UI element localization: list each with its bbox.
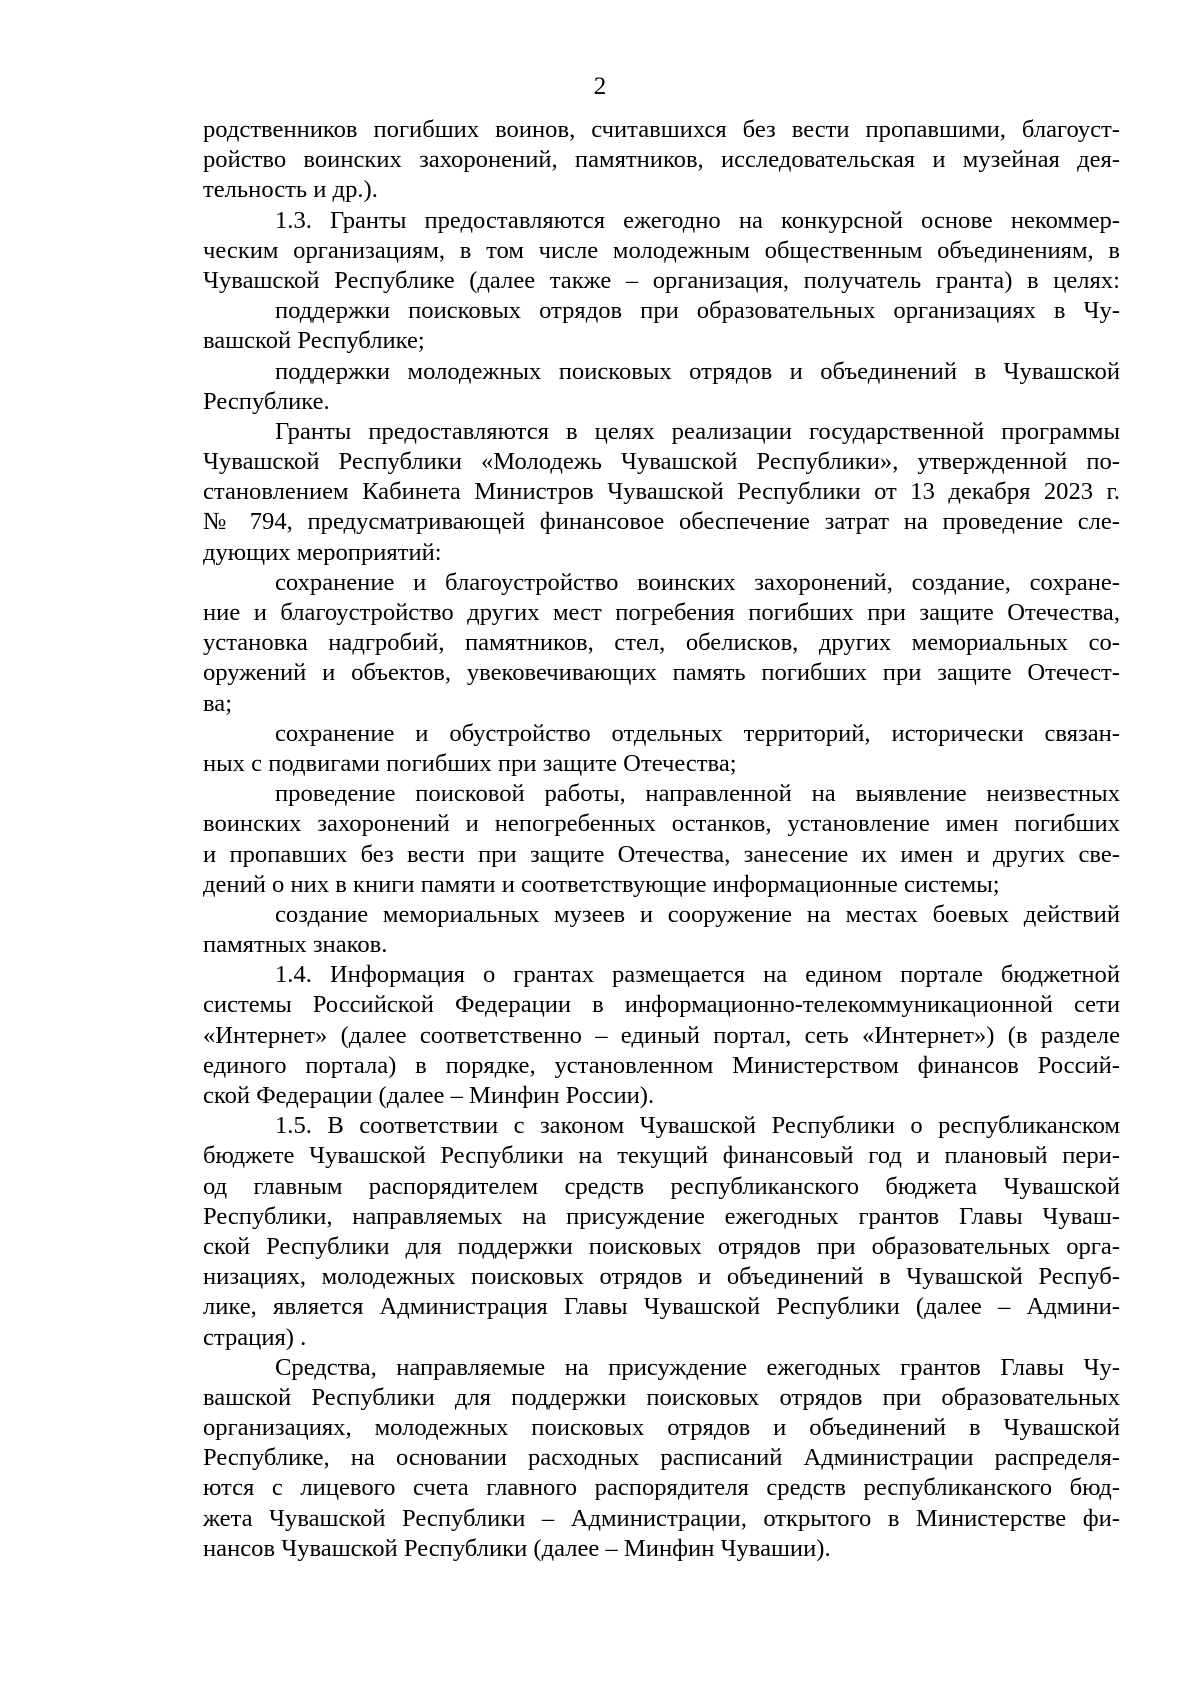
text-line: страция) . xyxy=(203,1323,307,1351)
text-line: системы Российской Федерации в информационно-телекоммуникационной сети xyxy=(203,991,1120,1019)
text-line: воинских захоронений и непогребенных останков, установление имен погибших xyxy=(203,810,1120,838)
text-line: создание мемориальных музеев и сооружение на местах боевых действий xyxy=(275,900,1120,928)
text-line: поддержки поисковых отрядов при образовательных организациях в Чу- xyxy=(275,297,1120,325)
text-line: ных с подвигами погибших при защите Отечества; xyxy=(203,749,737,777)
text-line: ва; xyxy=(203,689,233,717)
document-body xyxy=(203,115,1120,1564)
text-line: оружений и объектов, увековечивающих память погибших при защите Отечест- xyxy=(203,659,1120,687)
text-line: Республики, направляемых на присуждение ежегодных грантов Главы Чуваш- xyxy=(203,1202,1120,1230)
text-line: Чувашской Республики «Молодежь Чувашской Республики», утвержденной по- xyxy=(203,448,1120,476)
text-line: проведение поисковой работы, направленной на выявление неизвестных xyxy=(275,780,1120,808)
text-line: жета Чувашской Республики – Администрации, открытого в Министерстве фи- xyxy=(203,1504,1120,1532)
text-line: нансов Чувашской Республики (далее – Минфин Чувашии). xyxy=(203,1534,831,1562)
text-line: становлением Кабинета Министров Чувашской Республики от 13 декабря 2023 г. xyxy=(203,478,1120,506)
text-line: поддержки молодежных поисковых отрядов и объединений в Чувашской xyxy=(275,357,1120,385)
text-line: 1.3. Гранты предоставляются ежегодно на конкурсной основе некоммер- xyxy=(275,206,1120,234)
text-line: ской Республики для поддержки поисковых отрядов при образовательных орга- xyxy=(203,1232,1120,1260)
text-line: тельность и др.). xyxy=(203,176,378,204)
text-line: сохранение и благоустройство воинских захоронений, создание, сохране- xyxy=(275,568,1120,596)
text-line: од главным распорядителем средств республиканского бюджета Чувашской xyxy=(203,1172,1120,1200)
text-line: Средства, направляемые на присуждение ежегодных грантов Главы Чу- xyxy=(275,1353,1120,1381)
text-line: 1.5. В соответствии с законом Чувашской Республики о республиканском xyxy=(275,1112,1120,1140)
text-line: ческим организациям, в том числе молодежным общественным объединениям, в xyxy=(203,236,1120,264)
text-line: установка надгробий, памятников, стел, обелисков, других мемориальных со- xyxy=(203,629,1120,657)
text-line: памятных знаков. xyxy=(203,931,388,959)
text-line: ройство воинских захоронений, памятников, исследовательская и музейная дея- xyxy=(203,146,1120,174)
text-line: «Интернет» (далее соответственно – единый портал, сеть «Интернет») (в разделе xyxy=(203,1021,1120,1049)
text-line: Гранты предоставляются в целях реализации государственной программы xyxy=(275,417,1120,445)
page-number: 2 xyxy=(593,73,607,100)
text-line: ской Федерации (далее – Минфин России). xyxy=(203,1082,655,1109)
text-line: и пропавших без вести при защите Отечества, занесение их имен и других све- xyxy=(203,840,1120,868)
text-line: дений о них в книги памяти и соответствующие информационные системы; xyxy=(203,870,1000,898)
text-line: низациях, молодежных поисковых отрядов и объединений в Чувашской Респуб- xyxy=(203,1263,1120,1291)
text-line: Республике. xyxy=(203,387,330,415)
text-line: ние и благоустройство других мест погребения погибших при защите Отечества, xyxy=(203,599,1120,626)
text-line: сохранение и обустройство отдельных территорий, исторически связан- xyxy=(275,719,1120,747)
text-line: вашской Республики для поддержки поисковых отрядов при образовательных xyxy=(203,1383,1120,1411)
text-line: 1.4. Информация о грантах размещается на едином портале бюджетной xyxy=(275,961,1120,989)
text-line: ются с лицевого счета главного распорядителя средств республиканского бюд- xyxy=(203,1474,1120,1502)
text-line: единого портала) в порядке, установленном Министерством финансов Россий- xyxy=(203,1051,1120,1079)
text-line: вашской Республике; xyxy=(203,327,425,355)
text-line: родственников погибших воинов, считавшихся без вести пропавшими, благоуст- xyxy=(203,116,1120,143)
text-line: лике, является Администрация Главы Чувашской Республики (далее – Админи- xyxy=(203,1293,1120,1321)
text-line: бюджете Чувашской Республики на текущий финансовый год и плановый пери- xyxy=(203,1142,1120,1170)
text-line: № 794, предусматривающей финансовое обеспечение затрат на проведение сле- xyxy=(203,508,1120,536)
text-line: Республике, на основании расходных расписаний Администрации распределя- xyxy=(203,1444,1120,1472)
text-line: организациях, молодежных поисковых отрядов и объединений в Чувашской xyxy=(203,1414,1120,1442)
text-line: Чувашской Республике (далее также – организация, получатель гранта) в целях: xyxy=(203,266,1120,294)
text-line: дующих мероприятий: xyxy=(203,538,442,566)
